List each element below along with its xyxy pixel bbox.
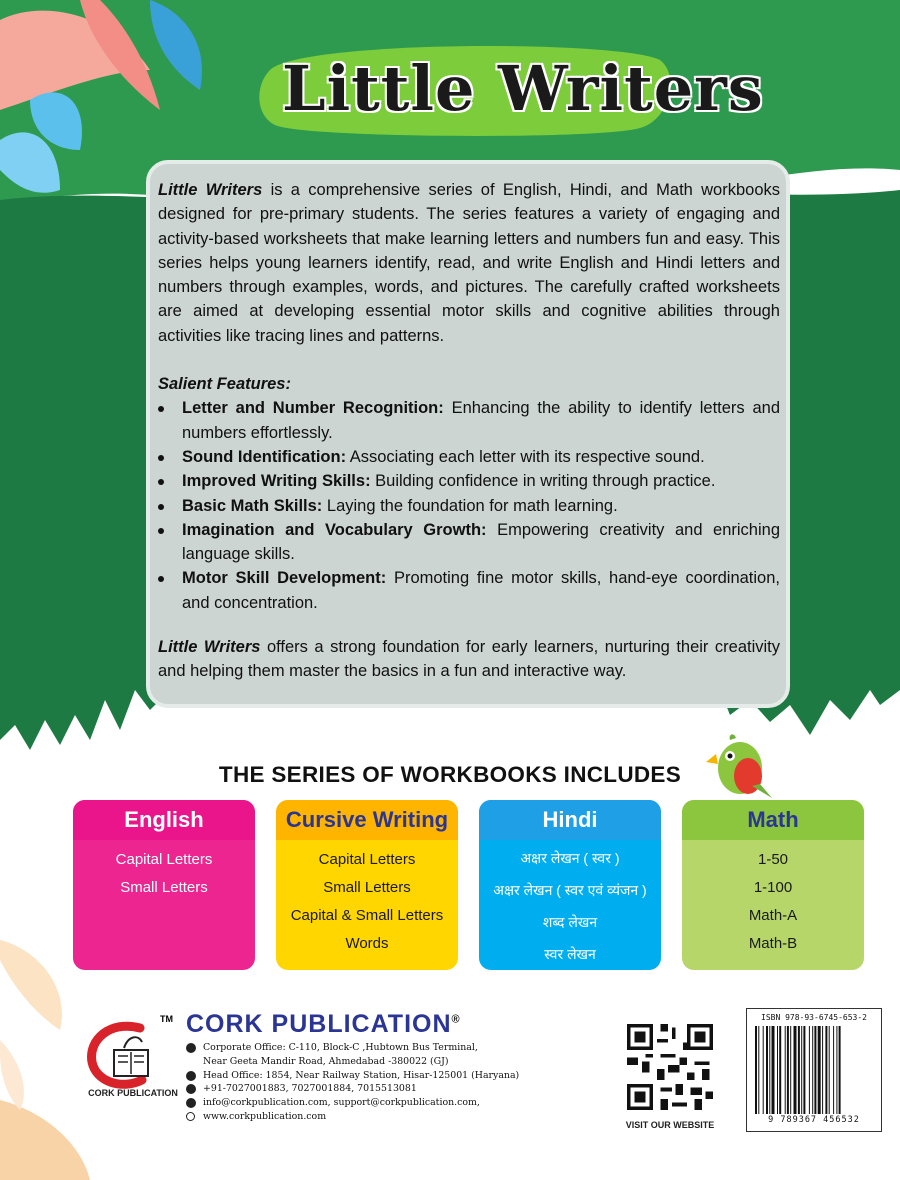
- card-item: अक्षर लेखन ( स्वर एवं व्यंजन ): [493, 882, 647, 898]
- card-english: [73, 800, 255, 970]
- features-heading: Salient Features:: [158, 375, 291, 394]
- corporate-office: Corporate Office: C-110, Block-C ,Hubtown Bus Terminal,: [186, 1041, 519, 1055]
- feature-item: Sound Identification: Associating each letter with its respective sound.: [158, 445, 780, 469]
- feature-item: Improved Writing Skills: Building confidence in writing through practice.: [158, 469, 780, 493]
- card-item: Small Letters: [323, 879, 411, 896]
- card-item: Math-B: [748, 935, 798, 952]
- card-item: स्वर लेखन: [544, 946, 596, 962]
- parrot-icon: [700, 726, 780, 806]
- location-icon: [186, 1043, 196, 1053]
- card-item: Words: [345, 935, 389, 952]
- phone-icon: [186, 1084, 196, 1094]
- card-title: English: [73, 800, 255, 840]
- series-heading: THE SERIES OF WORKBOOKS INCLUDES: [218, 762, 682, 787]
- feature-item: Basic Math Skills: Laying the foundation for math learning.: [158, 494, 780, 518]
- card-title: Cursive Writing: [276, 800, 458, 840]
- card-title: Hindi: [479, 800, 661, 840]
- qr-caption: VISIT OUR WEBSITE: [625, 1120, 715, 1130]
- feature-item: Imagination and Vocabulary Growth: Empowering creativity and enriching language skills.: [158, 518, 780, 567]
- closing-paragraph: Little Writers offers a strong foundation for early learners, nurturing their creativity and helping them master the basics in a fun and interactive way.: [158, 638, 781, 681]
- feature-item: Letter and Number Recognition: Enhancing the ability to identify letters and numbers effortlessly.: [158, 396, 780, 445]
- email: info@corkpublication.com, support@corkpublication.com,: [186, 1096, 519, 1110]
- card-item: Capital Letters: [115, 851, 213, 868]
- logo-caption: CORK PUBLICATION: [88, 1088, 178, 1098]
- card-item: शब्द लेखन: [542, 914, 598, 930]
- card-title: Math: [682, 800, 864, 840]
- card-hindi: [479, 800, 661, 970]
- feature-item: Motor Skill Development: Promoting fine motor skills, hand-eye coordination, and concentration.: [158, 566, 780, 615]
- card-math: [682, 800, 864, 970]
- isbn-barcode: [746, 1008, 882, 1132]
- card-item: 1-100: [753, 879, 793, 896]
- description-text: [158, 178, 780, 684]
- publisher-contacts: [186, 1041, 519, 1124]
- brand-italic: Little Writers: [158, 638, 261, 657]
- trademark: TM: [160, 1014, 173, 1024]
- isbn-number: ISBN 978-93-6745-653-2: [761, 1013, 867, 1022]
- book-title: Little Writers: [282, 52, 764, 125]
- email-icon: [186, 1098, 196, 1108]
- publisher-name: CORK PUBLICATION®: [186, 1010, 461, 1038]
- features-list: [158, 396, 780, 615]
- intro-paragraph: Little Writers is a comprehensive series of English, Hindi, and Math workbooks designed for pre-primary students. The series features a variety of engaging and activity-based worksheets that make learning letters and numbers fun and easy. This series helps young learners identify, read, and write English and Hindi letters and numbers through examples, words, and pictures. The carefully crafted worksheets are aimed at developing essential motor skills and cognitive abilities through activities like tracing lines and patterns.: [158, 181, 781, 345]
- qr-code[interactable]: [623, 1020, 717, 1114]
- phone: +91-7027001883, 7027001884, 7015513081: [186, 1082, 519, 1096]
- card-item: Small Letters: [120, 879, 208, 896]
- website: www.corkpublication.com: [186, 1110, 519, 1124]
- card-item: Capital & Small Letters: [290, 907, 444, 924]
- card-item: 1-50: [757, 851, 789, 868]
- barcode-icon: [755, 1026, 873, 1114]
- barcode-digits: 9 789367 456532: [768, 1115, 860, 1125]
- globe-icon: [186, 1112, 195, 1121]
- head-office: Head Office: 1854, Near Railway Station, Hisar-125001 (Haryana): [186, 1069, 519, 1083]
- location-icon: [186, 1071, 196, 1081]
- card-item: अक्षर लेखन ( स्वर ): [520, 850, 620, 866]
- card-item: Math-A: [748, 907, 798, 924]
- corporate-office-line2: Near Geeta Mandir Road, Ahmedabad -380022 (GJ): [203, 1055, 449, 1067]
- card-cursive-writing: [276, 800, 458, 970]
- brand-italic: Little Writers: [158, 181, 263, 199]
- card-item: Capital Letters: [318, 851, 416, 868]
- cork-logo-icon: [80, 1020, 180, 1090]
